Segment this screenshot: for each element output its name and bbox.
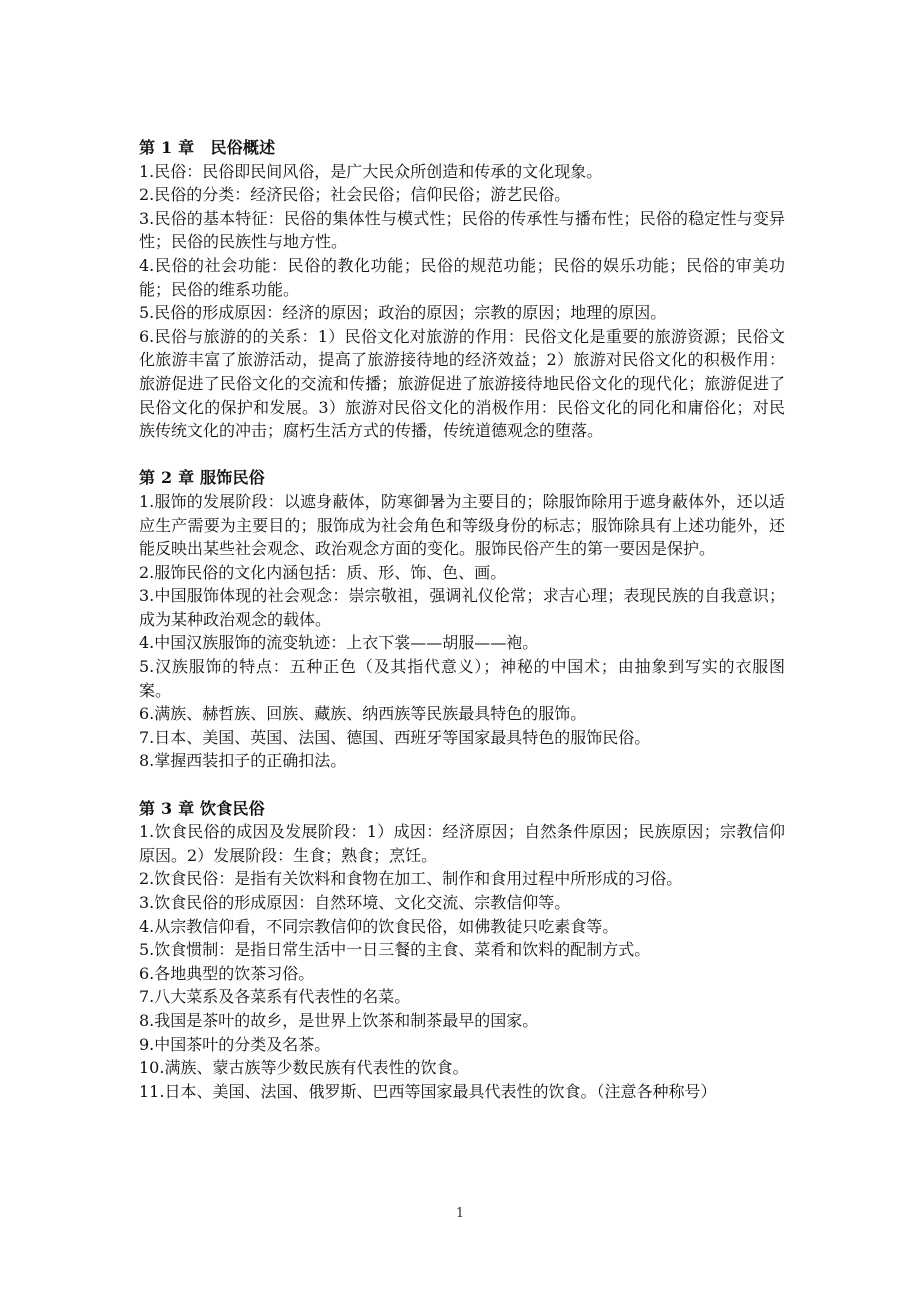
list-item: 4.民俗的社会功能：民俗的教化功能；民俗的规范功能；民俗的娱乐功能；民俗的审美功能；民俗的维系功能。	[139, 255, 785, 299]
list-item: 2.饮食民俗：是指有关饮料和食物在加工、制作和食用过程中所形成的习俗。	[139, 869, 683, 889]
list-item: 4.从宗教信仰看，不同宗教信仰的饮食民俗，如佛教徒只吃素食等。	[139, 916, 619, 936]
list-item: 3.民俗的基本特征：民俗的集体性与模式性；民俗的传承性与播布性；民俗的稳定性与变异性；民俗的民族性与地方性。	[139, 208, 785, 252]
document-page	[139, 136, 785, 1103]
chapter-3	[139, 797, 785, 1104]
list-item: 10.满族、蒙古族等少数民族有代表性的饮食。	[139, 1058, 469, 1078]
list-item: 1.民俗：民俗即民间风俗，是广大民众所创造和传承的文化现象。	[139, 161, 603, 181]
list-item: 5.民俗的形成原因：经济的原因；政治的原因；宗教的原因；地理的原因。	[139, 303, 667, 323]
chapter-title: 第 3 章 饮食民俗	[139, 798, 265, 818]
chapter-1	[139, 136, 785, 443]
list-item: 2.民俗的分类：经济民俗；社会民俗；信仰民俗；游艺民俗。	[139, 185, 571, 205]
list-item: 8.掌握西装扣子的正确扣法。	[139, 751, 347, 771]
list-item: 1.饮食民俗的成因及发展阶段：1）成因：经济原因；自然条件原因；民族原因；宗教信仰原因。2）发展阶段：生食；熟食；烹饪。	[139, 822, 785, 865]
list-item: 11.日本、美国、法国、俄罗斯、巴西等国家最具代表性的饮食。（注意各种称号）	[139, 1081, 717, 1101]
list-item: 7.日本、美国、英国、法国、德国、西班牙等国家最具特色的服饰民俗。	[139, 727, 651, 747]
list-item: 6.民俗与旅游的的关系：1）民俗文化对旅游的作用：民俗文化是重要的旅游资源；民俗文化旅游丰富了旅游活动，提高了旅游接待地的经济效益；2）旅游对民俗文化的积极作用：旅游促进了民俗文化的交流和传播；旅游促进了旅游接待地民俗文化的现代化；旅游促进了民俗文化的保护和发展。3）旅游对民俗文化的消极作用：民俗文化的同化和庸俗化；对民族传统文化的冲击；腐朽生活方式的传播，传统道德观念的堕落。	[139, 326, 785, 441]
list-item: 8.我国是茶叶的故乡，是世界上饮茶和制茶最早的国家。	[139, 1010, 539, 1030]
list-item: 3.中国服饰体现的社会观念：崇宗敬祖，强调礼仪伦常；求吉心理；表现民族的自我意识；成为某种政治观念的载体。	[139, 586, 785, 629]
page-number: 1	[455, 1206, 465, 1221]
list-item: 7.八大菜系及各菜系有代表性的名菜。	[139, 987, 411, 1007]
list-item: 4.中国汉族服饰的流变轨迹：上衣下裳——胡服——袍。	[139, 633, 539, 653]
list-item: 2.服饰民俗的文化内涵包括：质、形、饰、色、画。	[139, 562, 507, 582]
chapter-2	[139, 466, 785, 773]
list-item: 3.饮食民俗的形成原因：自然环境、文化交流、宗教信仰等。	[139, 893, 571, 912]
list-item: 5.饮食惯制：是指日常生活中一日三餐的主食、菜肴和饮料的配制方式。	[139, 940, 651, 960]
chapter-title: 第 1 章 民俗概述	[139, 138, 276, 157]
list-item: 1.服饰的发展阶段：以遮身蔽体，防寒御暑为主要目的；除服饰除用于遮身蔽体外，还以适应生产需要为主要目的；服饰成为社会角色和等级身份的标志；服饰除具有上述功能外，还能反映出某些社会观念、政治观念方面的变化。服饰民俗产生的第一要因是保护。	[139, 491, 785, 559]
list-item: 6.各地典型的饮茶习俗。	[139, 963, 315, 983]
list-item: 9.中国茶叶的分类及名茶。	[139, 1034, 331, 1054]
chapter-title: 第 2 章 服饰民俗	[139, 468, 265, 488]
list-item: 5.汉族服饰的特点：五种正色（及其指代意义）；神秘的中国术；由抽象到写实的衣服图案。	[139, 657, 785, 700]
list-item: 6.满族、赫哲族、回族、藏族、纳西族等民族最具特色的服饰。	[139, 704, 587, 724]
